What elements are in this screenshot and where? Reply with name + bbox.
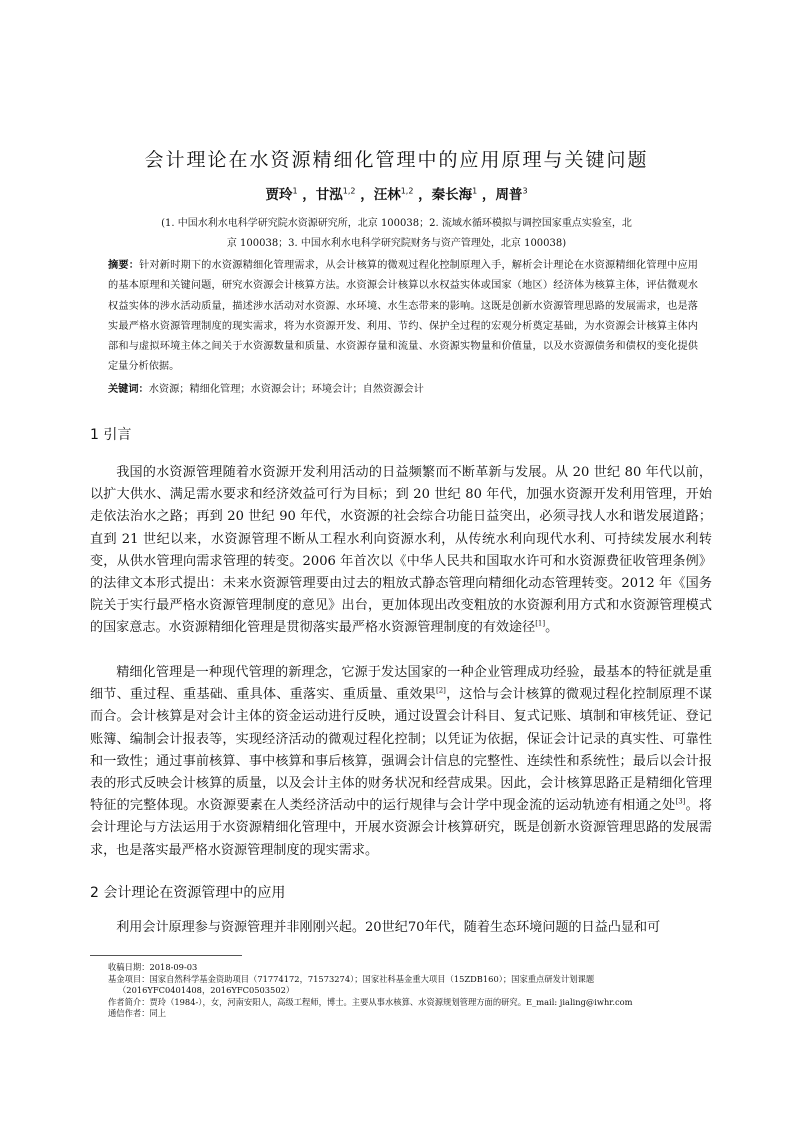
- author-affiliation-mark: 1: [292, 186, 298, 196]
- footnote-author-bio: 作者简介：贾玲（1984-），女，河南安阳人，高级工程师，博士。主要从事水核算、水资源规划管理方面的研究。E_mail: jialing@iwhr.com: [108, 996, 633, 1007]
- section-heading-2: 2 会计理论在资源管理中的应用: [90, 885, 286, 901]
- abstract: [108, 256, 698, 378]
- author-name: 周普: [495, 187, 523, 203]
- footnote-fund-cont: （2016YFC0401408，2016YFC0503502）: [118, 985, 295, 996]
- footnote-fund: 基金项目：国家自然科学基金资助项目（71774172，71573274）；国家社科基金重大项目（15ZDB160）；国家重点研发计划课题: [108, 973, 595, 984]
- affiliation-line: (1. 中国水利水电科学研究院水资源研究所，北京 100038；2. 流域水循环模拟与调控国家重点实验室，北: [161, 218, 632, 229]
- paragraph-text: 我国的水资源管理随着水资源开发利用活动的日益频繁而不断革新与发展。从 20 世纪 80 年代以前，以扩大供水、满足需水要求和经济效益可行为目标；到 20 世纪 80 年代，加强水资源开发利用管理，开始走依法治水之路；再到 20 世纪 90 年代，水资源的社会综合功能日益突出，必须寻找人水和谐发展道路；直到 21 世纪以来，水资源管理不断从工程水利向资源水利，从传统水利向现代水利、可持续发展水利转变，从供水管理向需求管理的转变。2006 年首次以《中华人民共和国取水许可和水资源费征收管理条例》的法律文本形式提出：未来水资源管理要由过去的粗放式静态管理向精细化动态管理转变。2012 年《国务院关于实行最严格水资源管理制度的意见》出台，更加体现出改变粗放的水资源利用方式和水资源管理模式的国家意志。水资源精细化管理是贯彻落实最严格水资源管理制度的有效途径: [90, 465, 712, 636]
- paragraph-text: 精细化管理是一种现代管理的新理念，它源于发达国家的一种企业管理成功经验，最基本的特征就是重细节、重过程、重基础、重具体、重落实、重质量、重效果: [90, 665, 712, 703]
- citation-mark: [3]: [675, 797, 686, 806]
- author-affiliation-mark: 3: [522, 186, 528, 196]
- abstract-label: 摘要：: [108, 260, 140, 271]
- author-name: 甘泓: [315, 187, 343, 203]
- keywords-text: 水资源；精细化管理；水资源会计；环境会计；自然资源会计: [148, 384, 424, 395]
- body-paragraph-3: 利用会计原理参与资源管理并非刚刚兴起。20世纪70年代，随着生态环境问题的日益凸显和可: [116, 920, 661, 935]
- citation-mark: [2]: [435, 686, 446, 695]
- author-name: 贾玲: [265, 187, 293, 203]
- footnote-divider: [90, 955, 242, 956]
- section-heading-1: 1 引言: [90, 427, 132, 443]
- paragraph-text: 。将会计理论与方法运用于水资源精细化管理中，开展水资源会计核算研究，既是创新水资源管理思路的发展需求，也是落实最严格水资源管理制度的现实需求。: [90, 798, 713, 858]
- paper-title: 会计理论在水资源精细化管理中的应用原理与关键问题: [144, 149, 649, 171]
- citation-mark: [1]: [535, 620, 546, 629]
- body-paragraph-2: [90, 662, 712, 862]
- paragraph-text: 。: [545, 620, 559, 636]
- affiliation-line: 京 100038；3. 中国水利水电科学研究院财务与资产管理处，北京 100038): [226, 238, 567, 249]
- author-line: 贾玲$^1$ ，甘泓$^{1,2}$ ，汪林$^{1,2}$ ，秦长海$^1$ ，周普$^3$: [265, 186, 528, 203]
- footnote-corresponding: 通信作者：同上: [108, 1008, 167, 1019]
- author-name: 汪林: [373, 187, 401, 203]
- body-paragraph-1: [90, 462, 712, 640]
- footnotes: [108, 962, 708, 1020]
- author-name: 秦长海: [431, 187, 473, 203]
- author-affiliation-mark: 1: [472, 186, 478, 196]
- author-affiliation-mark: 1,2: [342, 186, 356, 196]
- author-affiliation-mark: 1,2: [400, 186, 414, 196]
- abstract-text: 针对新时期下的水资源精细化管理需求，从会计核算的微观过程化控制原理入手，解析会计理论在水资源精细化管理中应用的基本原理和关键问题，研究水资源会计核算方法。水资源会计核算以水权益实体或国家（地区）经济体为核算主体，评估微观水权益实体的涉水活动质量，描述涉水活动对水资源、水环境、水生态带来的影响。这既是创新水资源管理思路的发展需求，也是落实最严格水资源管理制度的现实需求，将为水资源开发、利用、节约、保护全过程的宏观分析奠定基础，为水资源会计核算主体内部和与虚拟环境主体之间关于水资源数量和质量、水资源存量和流量、水资源实物量和价值量，以及水资源债务和债权的变化提供定量分析依据。: [108, 260, 698, 373]
- footnote-received: 收稿日期：2018-09-03: [108, 962, 198, 972]
- paragraph-text: ，这恰与会计核算的微观过程化控制原理不谋而合。会计核算是对会计主体的资金运动进行反映，通过设置会计科目、复式记账、填制和审核凭证、登记账簿、编制会计报表等，实现经济活动的微观过程化控制；以凭证为依据，保证会计记录的真实性、可靠性和一致性；通过事前核算、事中核算和事后核算，强调会计信息的完整性、连续性和系统性；最后以会计报表的形式反映会计核算的质量，以及会计主体的财务状况和经营成果。因此，会计核算思路正是精细化管理特征的完整体现。水资源要素在人类经济活动中的运行规律与会计学中现金流的运动轨迹有相通之处: [90, 687, 713, 814]
- keywords: [108, 381, 698, 399]
- keywords-label: 关键词：: [108, 384, 149, 395]
- affiliations: [90, 214, 703, 254]
